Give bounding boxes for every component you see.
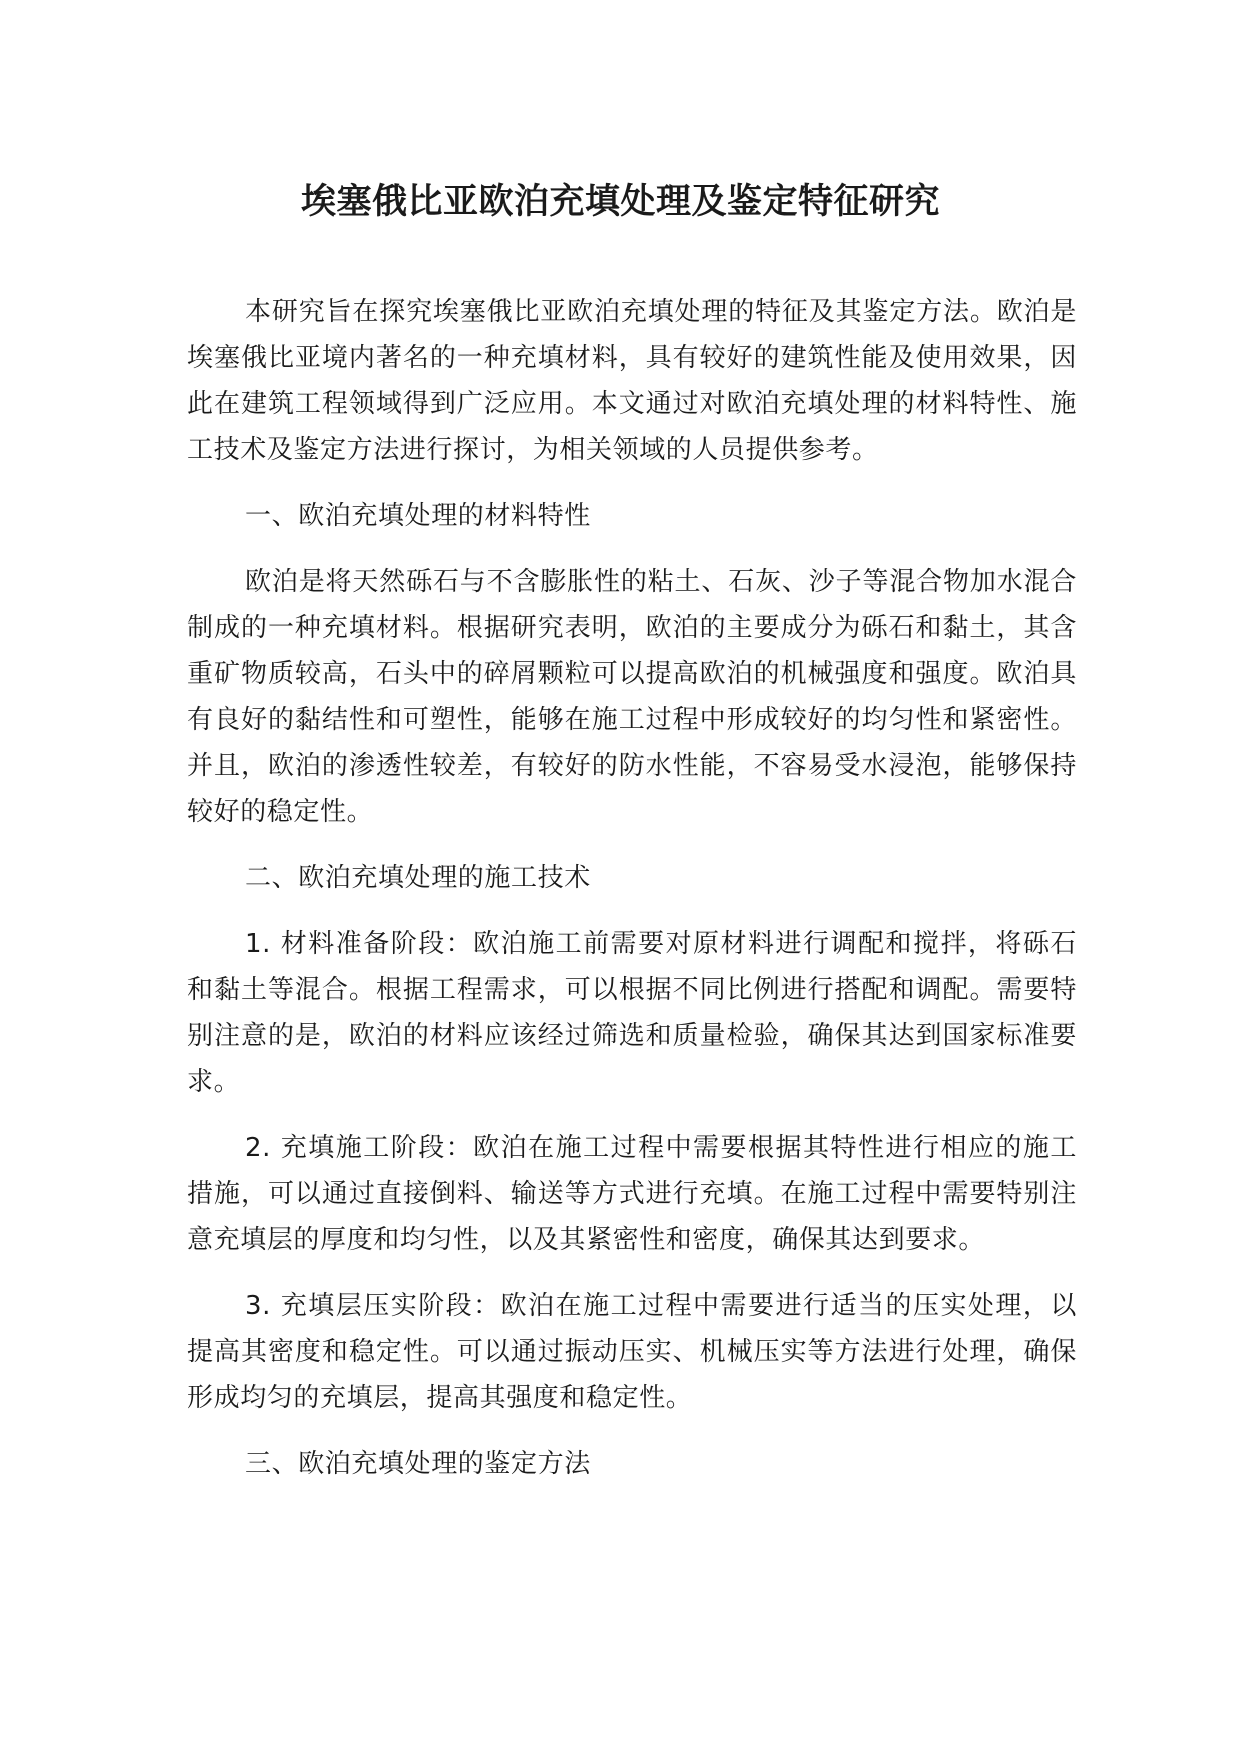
document-body xyxy=(187,289,1077,1507)
section-2-item-1: 1. 材料准备阶段：欧泊施工前需要对原材料进行调配和搅拌，将砾石和黏土等混合。根据工程需求，可以根据不同比例进行搭配和调配。需要特别注意的是，欧泊的材料应该经过筛选和质量检验，确保其达到国家标准要求。 xyxy=(187,929,1077,1097)
document-title: 埃塞俄比亚欧泊充填处理及鉴定特征研究 xyxy=(300,182,940,222)
section-2-item-2: 2. 充填施工阶段：欧泊在施工过程中需要根据其特性进行相应的施工措施，可以通过直接倒料、输送等方式进行充填。在施工过程中需要特别注意充填层的厚度和均匀性，以及其紧密性和密度，确保其达到要求。 xyxy=(187,1133,1077,1255)
section-3-heading: 三、欧泊充填处理的鉴定方法 xyxy=(245,1449,591,1479)
section-1-paragraph: 欧泊是将天然砾石与不含膨胀性的粘土、石灰、沙子等混合物加水混合制成的一种充填材料。根据研究表明，欧泊的主要成分为砾石和黏土，其含重矿物质较高，石头中的碎屑颗粒可以提高欧泊的机械强度和强度。欧泊具有良好的黏结性和可塑性，能够在施工过程中形成较好的均匀性和紧密性。并且，欧泊的渗透性较差，有较好的防水性能，不容易受水浸泡，能够保持较好的稳定性。 xyxy=(187,567,1077,827)
section-1-heading: 一、欧泊充填处理的材料特性 xyxy=(245,501,591,531)
intro-paragraph: 本研究旨在探究埃塞俄比亚欧泊充填处理的特征及其鉴定方法。欧泊是埃塞俄比亚境内著名的一种充填材料，具有较好的建筑性能及使用效果，因此在建筑工程领域得到广泛应用。本文通过对欧泊充填处理的材料特性、施工技术及鉴定方法进行探讨，为相关领域的人员提供参考。 xyxy=(187,297,1077,465)
section-2-item-3: 3. 充填层压实阶段：欧泊在施工过程中需要进行适当的压实处理，以提高其密度和稳定性。可以通过振动压实、机械压实等方法进行处理，确保形成均匀的充填层，提高其强度和稳定性。 xyxy=(187,1291,1077,1413)
section-2-heading: 二、欧泊充填处理的施工技术 xyxy=(245,863,591,893)
